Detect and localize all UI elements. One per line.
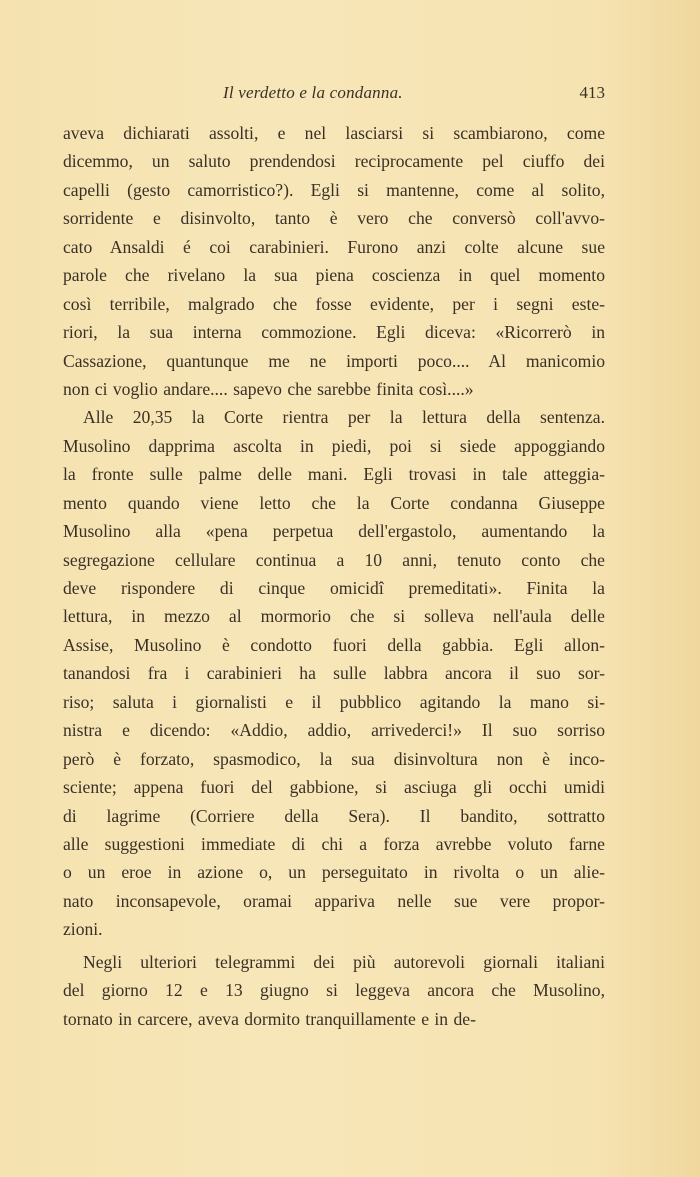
text-line: sciente; appena fuori del gabbione, si asciuga gli occhi umidi [63,777,605,798]
text-line: Assise, Musolino è condotto fuori della gabbia. Egli allon- [63,634,605,655]
text-line: aveva dichiarati assolti, e nel lasciarsi si scambiarono, come [63,123,605,143]
page-header [63,83,605,107]
text-line: così terribile, malgrado che fosse evidente, per i segni este- [63,293,605,314]
text-line: dicemmo, un saluto prendendosi reciprocamente pel ciuffo dei [63,151,605,172]
text-line: nistra e dicendo: «Addio, addio, arrivederci!» Il suo sorriso [63,720,605,741]
text-line: tornato in carcere, aveva dormito tranquillamente e in de- [63,1008,476,1029]
paragraph-1 [63,119,605,403]
text-line: riso; saluta i giornalisti e il pubblico agitando la mano si- [63,691,605,712]
text-line: riori, la sua interna commozione. Egli diceva: «Ricorrerò in [63,322,605,343]
paragraph-3 [63,948,605,1033]
text-line: nato inconsapevole, oramai appariva nelle sue vere propor- [63,890,605,911]
text-line: lettura, in mezzo al mormorio che si solleva nell'aula delle [63,606,605,627]
text-line: sorridente e disinvolto, tanto è vero che conversò coll'avvo- [63,208,605,229]
text-line: capelli (gesto camorristico?). Egli si mantenne, come al solito, [63,179,605,200]
text-line: parole che rivelano la sua piena coscienza in quel momento [63,265,605,286]
text-line: non ci voglio andare.... sapevo che sarebbe finita così....» [63,378,474,399]
running-title: Il verdetto e la condanna. [223,83,403,102]
text-line: Cassazione, quantunque me ne importi poco.... Al manicomio [63,350,605,371]
text-line: zioni. [63,919,103,940]
text-line: cato Ansaldi é coi carabinieri. Furono anzi colte alcune sue [63,236,605,257]
text-line: di lagrime (Corriere della Sera). Il bandito, sottratto [63,805,605,826]
text-line: o un eroe in azione o, un perseguitato in rivolta o un alie- [63,862,605,883]
text-line: Musolino alla «pena perpetua dell'ergastolo, aumentando la [63,521,605,542]
text-line: del giorno 12 e 13 giugno si leggeva ancora che Musolino, [63,980,605,1001]
paragraph-2 [63,403,605,943]
text-line: alle suggestioni immediate di chi a forza avrebbe voluto farne [63,833,605,854]
text-line: Alle 20,35 la Corte rientra per la lettura della sentenza. [83,407,605,428]
text-line: Negli ulteriori telegrammi dei più autorevoli giornali italiani [83,951,605,972]
text-line: tanandosi fra i carabinieri ha sulle labbra ancora il suo sor- [63,663,605,684]
text-line: Musolino dapprima ascolta in piedi, poi si siede appoggiando [63,435,605,456]
text-line: deve rispondere di cinque omicidî premeditati». Finita la [63,578,605,598]
page-body [63,119,605,1033]
text-line: segregazione cellulare continua a 10 anni, tenuto conto che [63,549,605,570]
page-number: 413 [579,83,605,102]
text-line: mento quando viene letto che la Corte condanna Giuseppe [63,492,605,513]
text-line: la fronte sulle palme delle mani. Egli trovasi in tale atteggia- [63,464,605,485]
text-line: però è forzato, spasmodico, la sua disinvoltura non è inco- [63,748,605,769]
